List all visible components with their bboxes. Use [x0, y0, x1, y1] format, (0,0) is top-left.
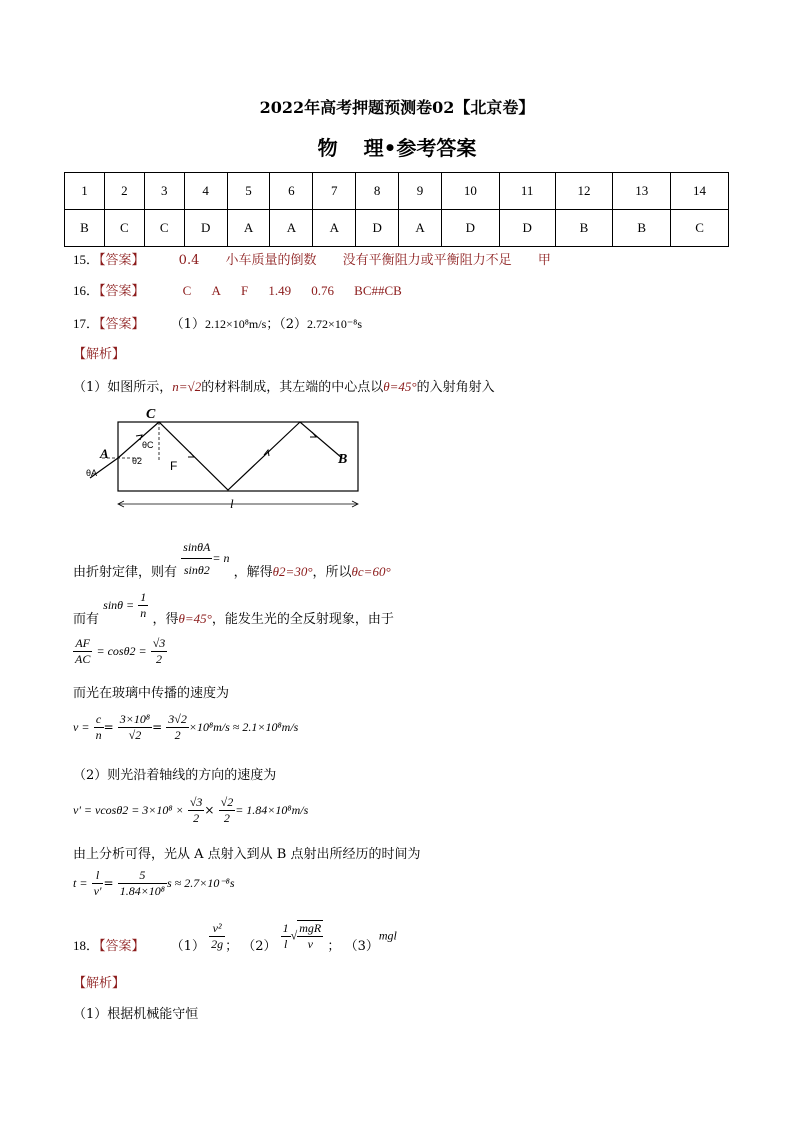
- q17-formula-af: $\frac{AF}{AC}$ = cosθ2 = $\frac{√3}{2}$: [75, 636, 166, 666]
- label-b: B: [338, 452, 348, 467]
- optics-diagram: [80, 400, 370, 518]
- table-cell-number: 1: [65, 173, 105, 210]
- table-cell-answer: D: [499, 210, 555, 247]
- q17-formula-v-prime: v' = vcosθ2 = 3×10⁸ × $\frac{√3}{2}$ × $\frac{√2}{2}$ = 1.84×10⁸m/s: [73, 795, 309, 825]
- table-row-numbers: [65, 173, 729, 210]
- q18-analysis-label: 【解析】: [73, 976, 126, 991]
- table-cell-answer: A: [313, 210, 356, 247]
- q17-para-1: （1）如图所示，n=√2的材料制成，其左端的中心点以θ=45°的入射角射入: [73, 379, 495, 395]
- label-l: l: [230, 496, 234, 511]
- table-cell-number: 4: [184, 173, 227, 210]
- table-cell-answer: A: [270, 210, 313, 247]
- label-c: C: [146, 407, 156, 422]
- table-cell-answer: B: [555, 210, 613, 247]
- table-cell-answer: D: [184, 210, 227, 247]
- table-row-answers: [65, 210, 729, 247]
- table-cell-number: 11: [499, 173, 555, 210]
- page-title: 2022年高考押题预测卷02【北京卷】: [259, 98, 535, 117]
- table-cell-answer: B: [65, 210, 105, 247]
- table-cell-answer: B: [613, 210, 671, 247]
- q17-para-7: （2）则光沿着轴线的方向的速度为: [73, 768, 277, 783]
- q17-para-3: 而有 sinθ = $\frac{1}{n}$ ，得θ=45°，能发生光的全反射现象，由于: [73, 590, 394, 627]
- table-cell-number: 9: [399, 173, 442, 210]
- table-cell-number: 6: [270, 173, 313, 210]
- label-theta-2: θ2: [132, 456, 143, 466]
- q17-analysis-label: 【解析】: [73, 347, 126, 362]
- table-cell-number: 7: [313, 173, 356, 210]
- table-cell-answer: D: [441, 210, 499, 247]
- table-cell-number: 3: [144, 173, 184, 210]
- table-cell-number: 13: [613, 173, 671, 210]
- q17-formula-t: t = $\frac{l}{v'}$ = $\frac{5}{\text{1.84×10⁸}}$ s ≈ 2.7×10⁻⁸s: [73, 868, 235, 898]
- page-subtitle: 物 理•参考答案: [317, 136, 477, 160]
- q17-answer: 17．【答案】 （1）2.12×10⁸m/s；（2）2.72×10⁻⁸s: [73, 316, 363, 332]
- table-cell-answer: A: [399, 210, 442, 247]
- q17-para-2: 由折射定律，则有 $\frac{\sin\theta A}{\sin\theta 2}$ = n ，解得θ2=30°，所以θc=60°: [73, 536, 391, 581]
- label-f: F: [170, 459, 178, 473]
- q18-answer: 18．【答案】 （1） $\frac{\text{v²}}{2g}$ ； （2） $\frac{1}{l}$ √ $\frac{\text{mgR}}{v}$ ； （3）mgl: [73, 920, 397, 954]
- table-cell-answer: C: [671, 210, 729, 247]
- q17-para-5: 而光在玻璃中传播的速度为: [73, 686, 230, 701]
- answer-table: [64, 172, 729, 247]
- table-cell-answer: A: [227, 210, 270, 247]
- table-cell-number: 10: [441, 173, 499, 210]
- table-cell-answer: C: [104, 210, 144, 247]
- table-cell-number: 8: [356, 173, 399, 210]
- table-cell-answer: C: [144, 210, 184, 247]
- label-a: A: [100, 446, 109, 461]
- q15-answer: 15．【答案】 0.4 小车质量的倒数 没有平衡阻力或平衡阻力不足 甲: [73, 252, 551, 268]
- table-cell-number: 5: [227, 173, 270, 210]
- label-theta-c: θC: [142, 440, 154, 450]
- table-cell-answer: D: [356, 210, 399, 247]
- table-cell-number: 14: [671, 173, 729, 210]
- q17-formula-v: v = $\frac{c}{n}$ = $\frac{\text{3×10⁸}}{√2}$ = $\frac{3√2}{2}$ ×10⁸m/s ≈ 2.1×10⁸m/s: [73, 712, 299, 742]
- q17-para-9: 由上分析可得，光从 A 点射入到从 B 点射出所经历的时间为: [73, 847, 421, 862]
- table-cell-number: 2: [104, 173, 144, 210]
- table-cell-number: 12: [555, 173, 613, 210]
- label-theta-a: θA: [86, 468, 98, 478]
- q18-para-1: （1）根据机械能守恒: [73, 1007, 199, 1022]
- q16-answer: 16．【答案】 C A F 1.49 0.76 BC##CB: [73, 283, 402, 299]
